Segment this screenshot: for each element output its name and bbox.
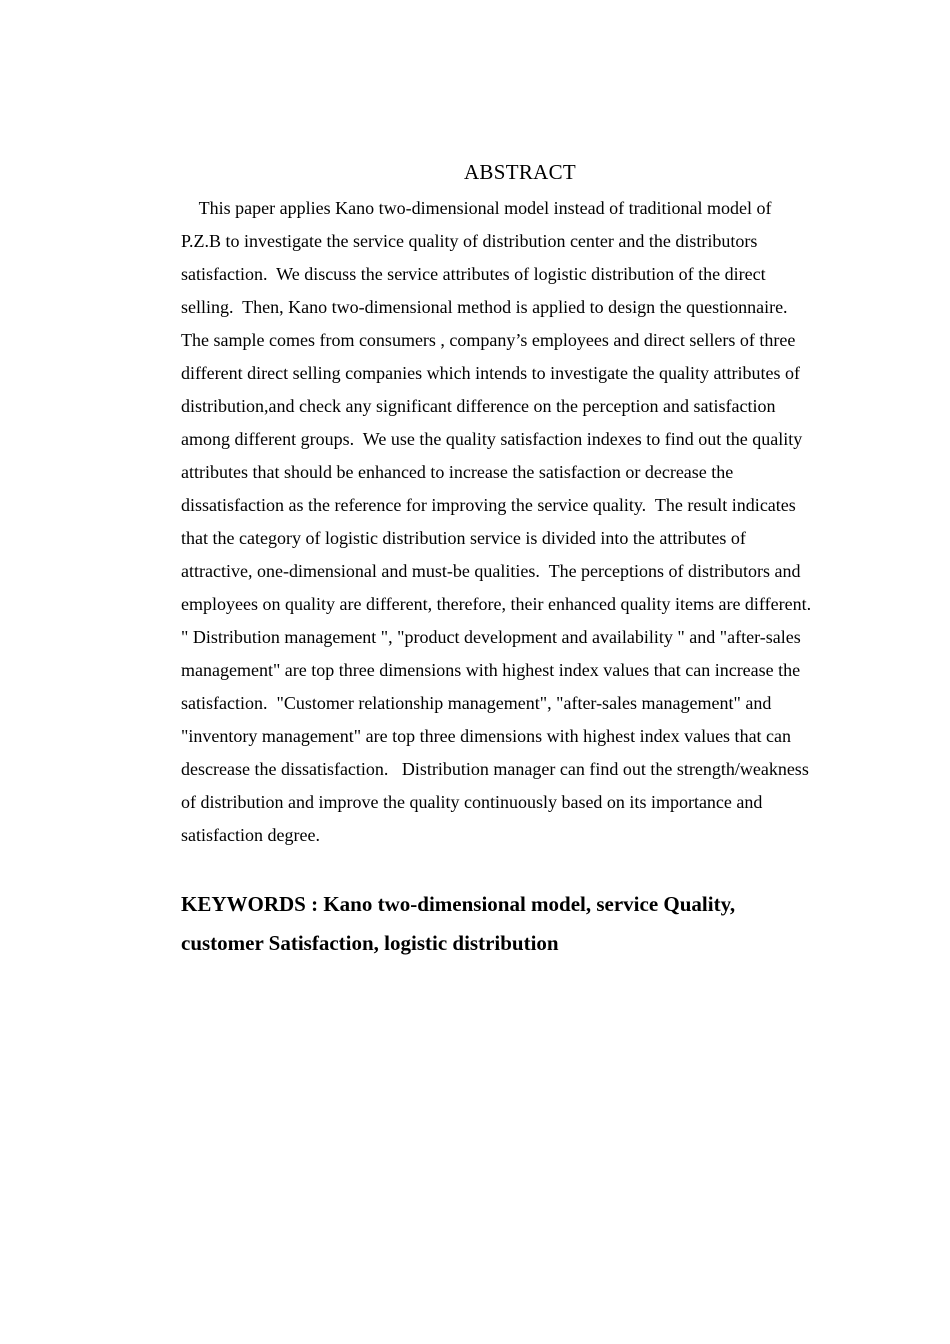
abstract-line: "inventory management" are top three dimensions with highest index values that can (181, 726, 792, 746)
abstract-line: attractive, one-dimensional and must-be qualities. The perceptions of distributors and (181, 561, 801, 581)
abstract-line: of distribution and improve the quality continuously based on its importance and (181, 792, 763, 812)
abstract-line: This paper applies Kano two-dimensional model instead of traditional model of (181, 198, 772, 218)
abstract-line: satisfaction. "Customer relationship management", "after-sales management" and (181, 693, 772, 713)
abstract-line: satisfaction degree. (181, 825, 320, 845)
abstract-line: employees on quality are different, therefore, their enhanced quality items are different. (181, 594, 812, 614)
keywords-line: KEYWORDS : Kano two-dimensional model, service Quality, (181, 892, 736, 916)
abstract-line: attributes that should be enhanced to increase the satisfaction or decrease the (181, 462, 734, 482)
keywords-line: customer Satisfaction, logistic distribution (181, 931, 559, 955)
abstract-line: management" are top three dimensions with highest index values that can increase the (181, 660, 801, 680)
abstract-line: distribution,and check any significant difference on the perception and satisfaction (181, 396, 776, 416)
abstract-line: different direct selling companies which intends to investigate the quality attributes of (181, 363, 801, 383)
abstract-line: satisfaction. We discuss the service attributes of logistic distribution of the direct (181, 264, 766, 284)
abstract-line: that the category of logistic distribution service is divided into the attributes of (181, 528, 746, 548)
abstract-title: ABSTRACT (463, 160, 577, 184)
abstract-line: dissatisfaction as the reference for improving the service quality. The result indicates (181, 495, 796, 515)
abstract-line: descrease the dissatisfaction. Distribution manager can find out the strength/weakness (181, 759, 809, 779)
abstract-line: The sample comes from consumers , company’s employees and direct sellers of three (181, 330, 796, 350)
abstract-line: " Distribution management ", "product development and availability " and "after-sales (181, 627, 801, 647)
abstract-line: selling. Then, Kano two-dimensional method is applied to design the questionnaire. (181, 297, 788, 317)
abstract-line: among different groups. We use the quality satisfaction indexes to find out the quality (181, 429, 803, 449)
abstract-line: P.Z.B to investigate the service quality of distribution center and the distributors (181, 231, 758, 251)
